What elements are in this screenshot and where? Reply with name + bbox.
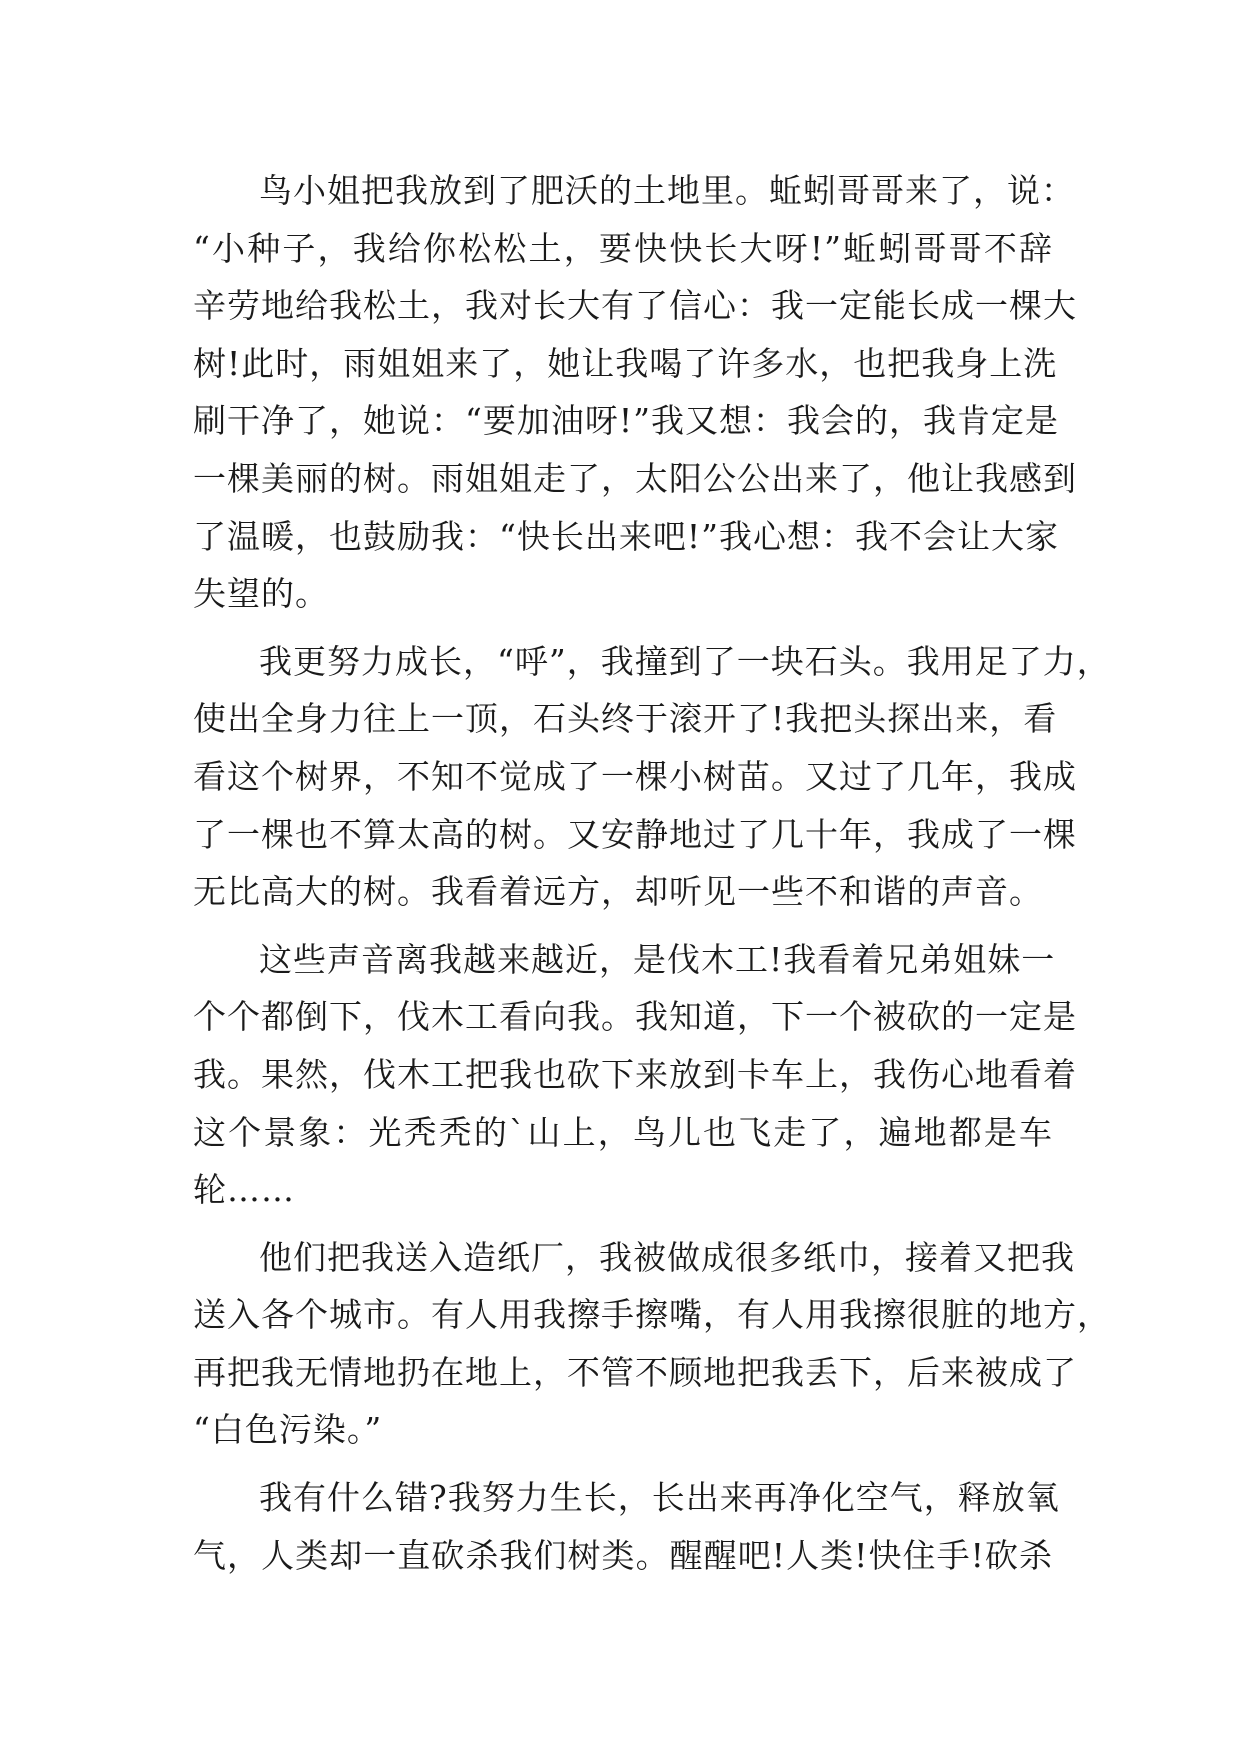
text-line: 辛劳地给我松土，我对长大有了信心：我一定能长成一棵大 xyxy=(193,286,1077,326)
text-line: 我更努力成长，“呼”，我撞到了一块石头。我用足了力， xyxy=(259,641,1111,681)
text-line: 送入各个城市。有人用我擦手擦嘴，有人用我擦很脏的地方， xyxy=(193,1295,1111,1335)
text-line: 轮…… xyxy=(193,1170,295,1210)
text-line: 鸟小姐把我放到了肥沃的土地里。蚯蚓哥哥来了，说： xyxy=(259,171,1075,210)
paragraph-2 xyxy=(193,633,1111,921)
text-line: 气，人类却一直砍杀我们树类。醒醒吧!人类!快住手!砍杀 xyxy=(193,1535,1053,1575)
text-line: 他们把我送入造纸厂，我被做成很多纸巾，接着又把我 xyxy=(259,1237,1075,1277)
text-line: 一棵美丽的树。雨姐姐走了，太阳公公出来了，他让我感到 xyxy=(193,458,1077,498)
text-line: “小种子，我给你松松土，要快快长大呀!”蚯蚓哥哥不辞 xyxy=(193,228,1053,268)
text-line: 刷干净了，她说：“要加油呀!”我又想：我会的，我肯定是 xyxy=(193,401,1060,441)
text-line: 失望的。 xyxy=(193,574,329,614)
text-line: 了温暖，也鼓励我：“快长出来吧!”我心想：我不会让大家 xyxy=(193,516,1060,556)
text-line: 了一棵也不算太高的树。又安静地过了几十年，我成了一棵 xyxy=(193,814,1077,854)
text-line: 个个都倒下，伐木工看向我。我知道，下一个被砍的一定是 xyxy=(193,997,1077,1037)
paragraph-1 xyxy=(193,162,1077,623)
body-text xyxy=(193,162,1111,1584)
paragraph-5 xyxy=(193,1469,1060,1584)
text-line: 我有什么错?我努力生长，长出来再净化空气，释放氧 xyxy=(259,1478,1060,1518)
text-line: 无比高大的树。我看着远方，却听见一些不和谐的声音。 xyxy=(193,872,1043,912)
text-line: 这些声音离我越来越近，是伐木工!我看着兄弟姐妹一 xyxy=(259,939,1056,979)
text-line: 再把我无情地扔在地上，不管不顾地把我丢下，后来被成了 xyxy=(193,1352,1077,1392)
paragraph-4 xyxy=(193,1229,1111,1459)
text-line: 树!此时，雨姐姐来了，她让我喝了许多水，也把我身上洗 xyxy=(193,343,1058,383)
text-line: “白色污染。” xyxy=(193,1410,383,1450)
paragraph-3 xyxy=(193,931,1077,1219)
text-line: 这个景象：光秃秃的`山上，鸟儿也飞走了，遍地都是车 xyxy=(193,1112,1053,1152)
text-line: 使出全身力往上一顶，石头终于滚开了!我把头探出来，看 xyxy=(193,699,1058,739)
text-line: 我。果然，伐木工把我也砍下来放到卡车上，我伤心地看着 xyxy=(193,1054,1077,1094)
text-line: 看这个树界，不知不觉成了一棵小树苗。又过了几年，我成 xyxy=(193,756,1077,796)
